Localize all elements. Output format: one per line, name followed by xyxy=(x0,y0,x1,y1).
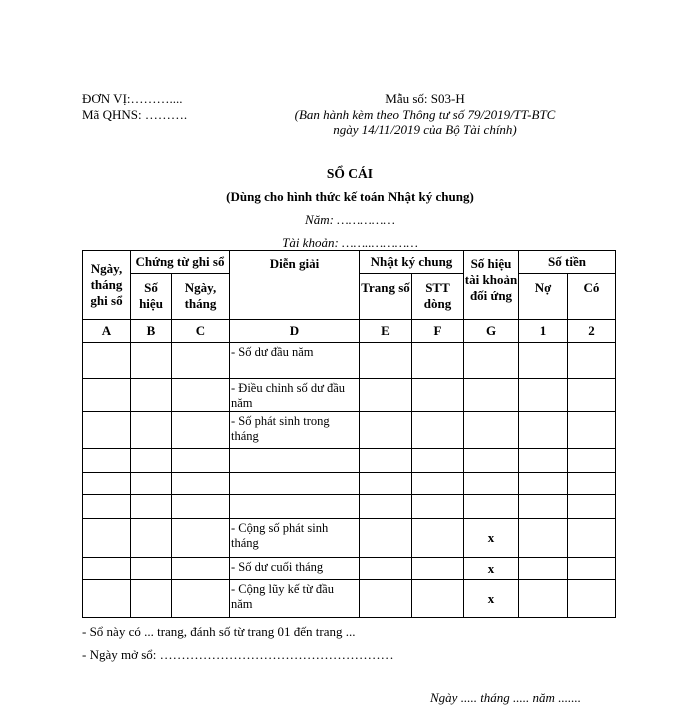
ledger-cell xyxy=(412,473,464,495)
header-contra-account: Số hiệu tài khoản đối ứng xyxy=(464,251,519,320)
column-code: 1 xyxy=(519,320,568,343)
row-description xyxy=(230,495,360,519)
open-date-note: - Ngày mở sổ: ……………………………………………… xyxy=(82,647,394,662)
ledger-cell xyxy=(568,495,616,519)
ledger-row xyxy=(83,495,616,519)
ledger-cell xyxy=(412,379,464,412)
column-code-row xyxy=(83,320,616,343)
contra-account-cell: x xyxy=(464,558,519,580)
contra-account-cell: x xyxy=(464,519,519,558)
column-code: 2 xyxy=(568,320,616,343)
ledger-cell xyxy=(131,580,172,618)
column-code: A xyxy=(83,320,131,343)
header-journal: Nhật ký chung xyxy=(360,251,464,274)
ledger-cell xyxy=(568,473,616,495)
ledger-cell xyxy=(131,473,172,495)
ledger-cell xyxy=(360,495,412,519)
ledger-cell xyxy=(131,558,172,580)
ledger-cell xyxy=(519,379,568,412)
ledger-cell xyxy=(568,580,616,618)
ledger-cell xyxy=(360,449,412,473)
ledger-cell xyxy=(568,379,616,412)
ledger-cell xyxy=(131,379,172,412)
ledger-cell xyxy=(83,519,131,558)
row-description: - Điều chỉnh số dư đầu năm xyxy=(230,379,360,412)
ledger-cell xyxy=(172,379,230,412)
contra-account-cell xyxy=(464,473,519,495)
column-code: F xyxy=(412,320,464,343)
page-title: SỔ CÁI xyxy=(326,166,374,181)
row-description: - Cộng số phát sinh tháng xyxy=(230,519,360,558)
row-description xyxy=(230,473,360,495)
ledger-cell xyxy=(568,519,616,558)
contra-account-cell xyxy=(464,379,519,412)
ledger-cell xyxy=(83,412,131,449)
account-line: Tài khoản: ……..………… xyxy=(282,235,418,250)
ledger-cell xyxy=(519,449,568,473)
ledger-cell xyxy=(519,412,568,449)
ledger-cell xyxy=(172,519,230,558)
header-voucher-date: Ngày, tháng xyxy=(172,274,230,320)
ledger-cell xyxy=(360,580,412,618)
year-line: Năm: …………… xyxy=(305,212,395,227)
header-date: Ngày, tháng ghi sổ xyxy=(83,251,131,320)
ledger-cell xyxy=(360,412,412,449)
ledger-cell xyxy=(131,449,172,473)
ledger-row xyxy=(83,379,616,412)
ledger-cell xyxy=(412,580,464,618)
form-number: Mẫu số: S03-H xyxy=(385,91,465,106)
header-page-no: Trang số xyxy=(360,274,412,320)
ledger-cell xyxy=(83,558,131,580)
page-subtitle: (Dùng cho hình thức kế toán Nhật ký chung) xyxy=(226,189,474,204)
ledger-cell xyxy=(568,449,616,473)
header-credit: Có xyxy=(568,274,616,320)
ledger-cell xyxy=(172,473,230,495)
qhns-label: Mã QHNS: ………. xyxy=(82,107,188,122)
unit-label: ĐƠN VỊ:……….... xyxy=(82,91,183,106)
ledger-cell xyxy=(131,495,172,519)
ledger-row xyxy=(83,558,616,580)
header-amount: Số tiền xyxy=(519,251,616,274)
contra-account-cell xyxy=(464,495,519,519)
ledger-cell xyxy=(360,519,412,558)
ledger-cell xyxy=(519,343,568,379)
ledger-cell xyxy=(172,495,230,519)
ledger-cell xyxy=(412,558,464,580)
signing-date: Ngày ..... tháng ..... năm ....... xyxy=(430,690,581,705)
ledger-row xyxy=(83,412,616,449)
ledger-cell xyxy=(131,519,172,558)
ledger-row xyxy=(83,519,616,558)
page-count-note: - Sổ này có ... trang, đánh số từ trang 01 đến trang ... xyxy=(82,624,356,639)
column-code: B xyxy=(131,320,172,343)
row-description: - Số phát sinh trong tháng xyxy=(230,412,360,449)
issued-by-line2: ngày 14/11/2019 của Bộ Tài chính) xyxy=(333,122,517,137)
ledger-table xyxy=(82,250,616,618)
ledger-cell xyxy=(360,343,412,379)
ledger-cell xyxy=(131,343,172,379)
ledger-cell xyxy=(83,473,131,495)
column-code: G xyxy=(464,320,519,343)
ledger-cell xyxy=(519,558,568,580)
ledger-cell xyxy=(568,343,616,379)
header-voucher-no: Số hiệu xyxy=(131,274,172,320)
ledger-cell xyxy=(412,412,464,449)
ledger-cell xyxy=(83,495,131,519)
ledger-row xyxy=(83,343,616,379)
ledger-cell xyxy=(172,449,230,473)
ledger-cell xyxy=(412,343,464,379)
ledger-cell xyxy=(568,412,616,449)
ledger-cell xyxy=(360,473,412,495)
ledger-cell xyxy=(172,558,230,580)
row-description: - Số dư đầu năm xyxy=(230,343,360,379)
ledger-cell xyxy=(83,449,131,473)
issued-by-line1: (Ban hành kèm theo Thông tư số 79/2019/TT-BTC xyxy=(294,107,556,122)
contra-account-cell: x xyxy=(464,580,519,618)
header-voucher: Chứng từ ghi sổ xyxy=(131,251,230,274)
row-description: - Số dư cuối tháng xyxy=(230,558,360,580)
ledger-cell xyxy=(412,519,464,558)
ledger-cell xyxy=(83,580,131,618)
header-debit: Nợ xyxy=(519,274,568,320)
ledger-cell xyxy=(360,379,412,412)
ledger-cell xyxy=(519,519,568,558)
ledger-cell xyxy=(83,343,131,379)
ledger-row xyxy=(83,580,616,618)
ledger-cell xyxy=(172,412,230,449)
contra-account-cell xyxy=(464,412,519,449)
ledger-cell xyxy=(172,580,230,618)
ledger-body xyxy=(83,343,616,618)
header-line-no: STT dòng xyxy=(412,274,464,320)
ledger-cell xyxy=(519,495,568,519)
ledger-cell xyxy=(519,580,568,618)
contra-account-cell xyxy=(464,343,519,379)
contra-account-cell xyxy=(464,449,519,473)
ledger-cell xyxy=(568,558,616,580)
column-code: E xyxy=(360,320,412,343)
ledger-row xyxy=(83,449,616,473)
column-code: C xyxy=(172,320,230,343)
ledger-cell xyxy=(131,412,172,449)
ledger-cell xyxy=(83,379,131,412)
ledger-cell xyxy=(172,343,230,379)
row-description xyxy=(230,449,360,473)
ledger-cell xyxy=(412,449,464,473)
row-description: - Cộng lũy kế từ đầu năm xyxy=(230,580,360,618)
ledger-cell xyxy=(412,495,464,519)
ledger-cell xyxy=(519,473,568,495)
header-description: Diễn giải xyxy=(230,251,360,320)
ledger-row xyxy=(83,473,616,495)
ledger-cell xyxy=(360,558,412,580)
column-code: D xyxy=(230,320,360,343)
